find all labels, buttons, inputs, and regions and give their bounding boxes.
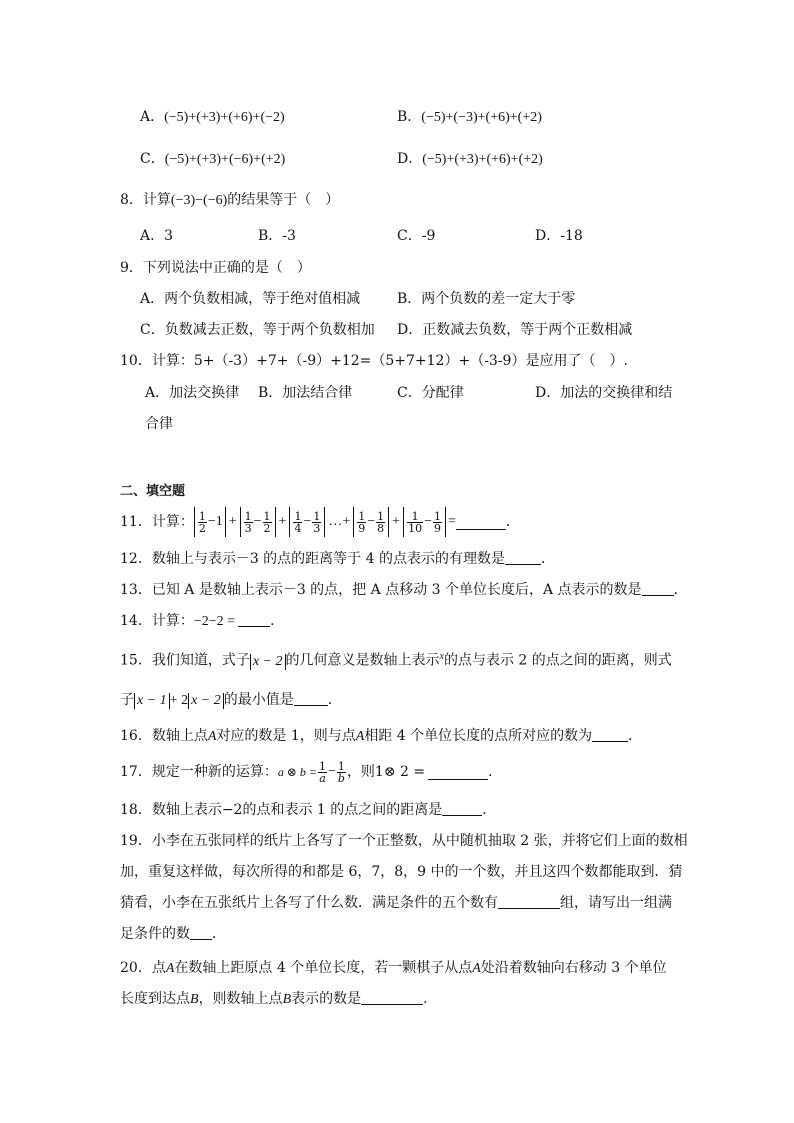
answer-blank[interactable] (428, 765, 488, 780)
q16: 16．数轴上点A对应的数是 1，则与点A相距 4 个单位长度的点所对应的数为 ． (120, 728, 643, 744)
q13-end: ． (673, 582, 688, 598)
option-label: B． (397, 109, 422, 125)
q20-line-2: 长度到达点B，则数轴上点B表示的数是 ． (120, 991, 438, 1007)
option-label: C． (140, 151, 165, 167)
answer-blank[interactable] (505, 550, 541, 565)
q8-expr: (−3)−(−6) (170, 193, 228, 208)
q18: 18．数轴上表示−2的点和表示 1 的点之间的距离是 ． (120, 802, 497, 818)
q11-term-1: $\frac{1}{2}$ −1 (194, 507, 226, 537)
answer-blank[interactable] (361, 990, 423, 1005)
q13-text: 13．已知 A 是数轴上表示－3 的点，把 A 点移动 3 个单位长度后，A 点表示的数是 (120, 582, 642, 598)
q9-option-a: A．两个负数相减，等于绝对值相减 (140, 291, 361, 307)
q8-num: 8．计算 (120, 192, 171, 208)
q9-option-d: D．正数减去负数，等于两个正数相减 (397, 322, 633, 338)
answer-blank[interactable] (642, 581, 674, 596)
answer-blank[interactable] (190, 925, 212, 940)
q14-end: . (270, 613, 275, 629)
q11-end: ． (505, 514, 520, 530)
q12-text: 12．数轴上与表示－3 的点的距离等于 4 的点表示的有理数是 (120, 551, 505, 567)
q7-option-a (140, 107, 285, 128)
q11-term-3: $\frac{1}{4}$ − $\frac{1}{3}$ (289, 507, 325, 537)
q9-option-c: C．负数减去正数，等于两个负数相加 (140, 322, 375, 338)
q11-term-5: $\frac{1}{10}$ − $\frac{1}{9}$ (403, 507, 446, 537)
q11-term-4: $\frac{1}{9}$ − $\frac{1}{8}$ (353, 507, 389, 537)
q10-option-d: D．加法的交换律和结 (535, 385, 673, 401)
q8-option-a: A．3 (140, 228, 174, 244)
plus-sign: + (228, 514, 237, 529)
q7-option-d (397, 149, 543, 170)
q9-stem: 9．下列说法中正确的是（ ） (120, 260, 311, 276)
q14-expr: −2−2 = (193, 614, 236, 629)
answer-blank[interactable] (592, 727, 628, 742)
q12-end: ． (540, 551, 555, 567)
plus-sign: + (278, 514, 287, 529)
plus-sign: + (392, 514, 401, 529)
q19-line-3: 猜看，小李在五张纸片上各写了什么数．满足条件的五个数有 组，请写出一组满 (120, 895, 672, 911)
q19-line-2: 加，重复这样做，每次所得的和都是 6，7，8，9 中的一个数，并且这四个数都能取到．猜 (120, 864, 683, 880)
q20-line-1: 20．点A在数轴上距原点 4 个单位长度，若一颗棋子从点A处沿着数轴向右移动 3 个单位 (120, 960, 667, 976)
q10-option-d-cont: 合律 (145, 416, 173, 432)
section-title: 二、填空题 (120, 484, 186, 499)
q19-line-1: 19．小李在五张同样的纸片上各写了一个正整数，从中随机抽取 2 张，并将它们上面的数相 (120, 833, 688, 849)
q7-expr-c: (−5)+(+3)+(−6)+(+2) (164, 152, 286, 167)
q10-option-c: C．分配律 (397, 385, 464, 401)
q8-stem (120, 190, 339, 211)
answer-blank[interactable] (498, 894, 560, 909)
q10-option-b: B．加法结合律 (258, 385, 353, 401)
q7-option-b (397, 107, 542, 128)
q8-option-d: D．-18 (535, 228, 583, 244)
q13 (120, 580, 688, 600)
answer-blank[interactable] (456, 515, 506, 530)
q14-text: 14．计算： (120, 613, 194, 629)
q15-line-2: 子 x − 1 + 2 x − 2 的最小值是 ． (120, 692, 342, 708)
q7-expr-a: (−5)+(+3)+(+6)+(−2) (164, 110, 285, 125)
q7-expr-d: (−5)+(+3)+(+6)+(+2) (422, 152, 543, 167)
q11-term-2: $\frac{1}{3}$ − $\frac{1}{2}$ (240, 507, 276, 537)
q7-expr-b: (−5)+(−3)+(+6)+(+2) (421, 110, 542, 125)
q9-option-b: B．两个负数的差一定大于零 (397, 291, 576, 307)
op-definition: a ⊗ b = (277, 765, 317, 779)
q12 (120, 549, 555, 569)
q10-stem: 10．计算：5+（-3）+7+（-9）+12=（5+7+12）+（-3-9）是应用了（ ）. (120, 353, 628, 369)
equals-sign: = (447, 514, 456, 529)
q17: 17．规定一种新的运算： a ⊗ b = $\frac{1}{a}$ − $\frac{1}{b}$ ，则1⊗ 2 = ． (120, 759, 503, 785)
answer-blank[interactable] (238, 612, 270, 627)
q7-option-c (140, 149, 285, 170)
var-x: x (439, 651, 444, 662)
q8-option-b: B．-3 (258, 228, 296, 244)
ellipsis: …+ (328, 514, 351, 529)
option-label: A． (140, 109, 165, 125)
abs-x-minus-1: x − 1 (134, 693, 170, 709)
q14 (120, 611, 274, 632)
q10-option-a: A．加法交换律 (145, 385, 240, 401)
q8-tail: 的结果等于（ ） (227, 192, 340, 208)
answer-blank[interactable] (442, 801, 482, 816)
option-label: D． (397, 151, 423, 167)
abs-x-minus-2: x − 2 (250, 654, 286, 670)
abs-x-minus-2: x − 2 (188, 693, 224, 709)
answer-blank[interactable] (294, 691, 328, 706)
q15-line-1: 15．我们知道，式子 x − 2 的几何意义是数轴上表示$^x$的点与表示 2 的点之间的距离，则式 (120, 651, 672, 669)
q8-option-c: C．-9 (397, 228, 436, 244)
q11-num: 11．计算： (120, 514, 194, 530)
q11 (120, 505, 520, 539)
q19-line-4: 足条件的数 ． (120, 926, 226, 942)
